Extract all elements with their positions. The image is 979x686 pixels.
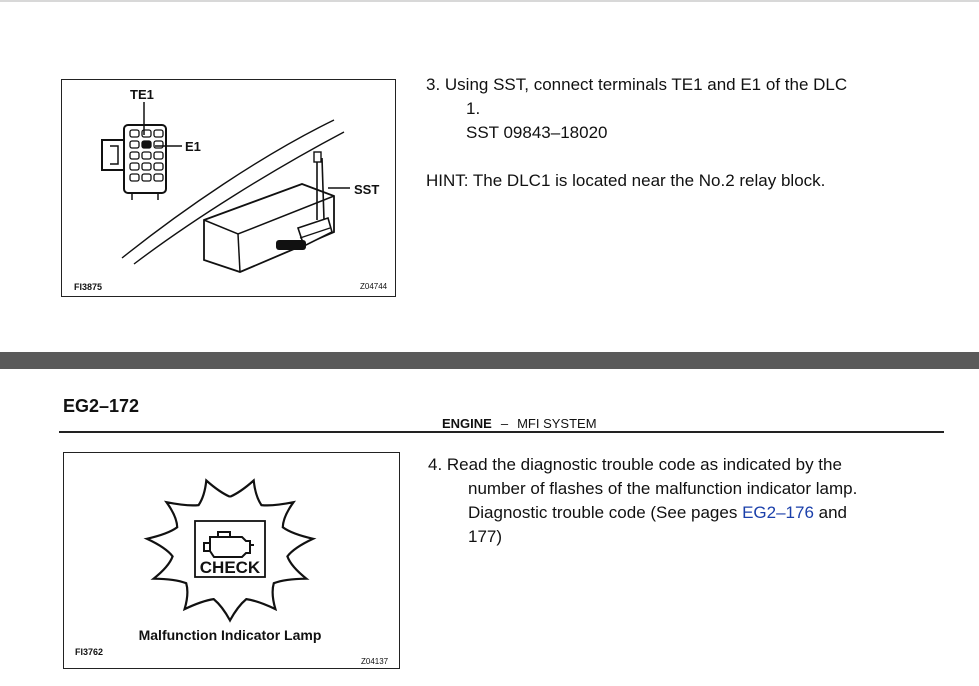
hint-text: HINT: The DLC1 is located near the No.2 relay block.	[426, 171, 826, 190]
page-reference-link[interactable]: EG2–176	[742, 503, 814, 522]
figure-code: FI3875	[74, 282, 103, 292]
figure-code: FI3762	[75, 647, 104, 657]
malfunction-lamp-figure	[63, 452, 400, 669]
step-3	[426, 73, 916, 145]
step-4-line-2: number of flashes of the malfunction indicator lamp.	[468, 479, 858, 498]
header-rule	[59, 431, 944, 433]
step-4-line-3-text: Diagnostic trouble code (See pages	[468, 503, 743, 522]
figure-reference: Z04137	[361, 657, 389, 666]
sst-label: SST	[354, 182, 380, 197]
step-4-line-3-after: and	[813, 503, 847, 522]
dlc-connection-figure	[61, 79, 396, 297]
page-separator	[0, 352, 979, 369]
page-number: EG2–172	[63, 396, 140, 416]
check-text: CHECK	[199, 558, 261, 577]
step-3-line-2: 1.	[466, 99, 481, 118]
lamp-caption: Malfunction Indicator Lamp	[138, 627, 322, 643]
dlc-illustration	[62, 80, 395, 296]
page-top-edge	[0, 0, 979, 2]
step-4-line-4: 177)	[468, 527, 503, 546]
step-4-line-1: 4. Read the diagnostic trouble code as indicated by the	[428, 455, 842, 474]
e1-label: E1	[185, 139, 201, 154]
step-3-sst-number: SST 09843–18020	[466, 123, 608, 142]
step-4-line-3	[428, 501, 928, 525]
te1-label: TE1	[130, 87, 154, 102]
check-engine-illustration	[64, 453, 399, 668]
step-3-line-1: 3. Using SST, connect terminals TE1 and E1 of the DLC	[426, 75, 848, 94]
subsection-title: MFI SYSTEM	[517, 416, 597, 431]
step-4	[428, 453, 928, 549]
section-separator: –	[500, 416, 509, 431]
section-title: ENGINE	[442, 416, 492, 431]
section-header	[442, 416, 597, 431]
figure-reference: Z04744	[360, 282, 388, 291]
